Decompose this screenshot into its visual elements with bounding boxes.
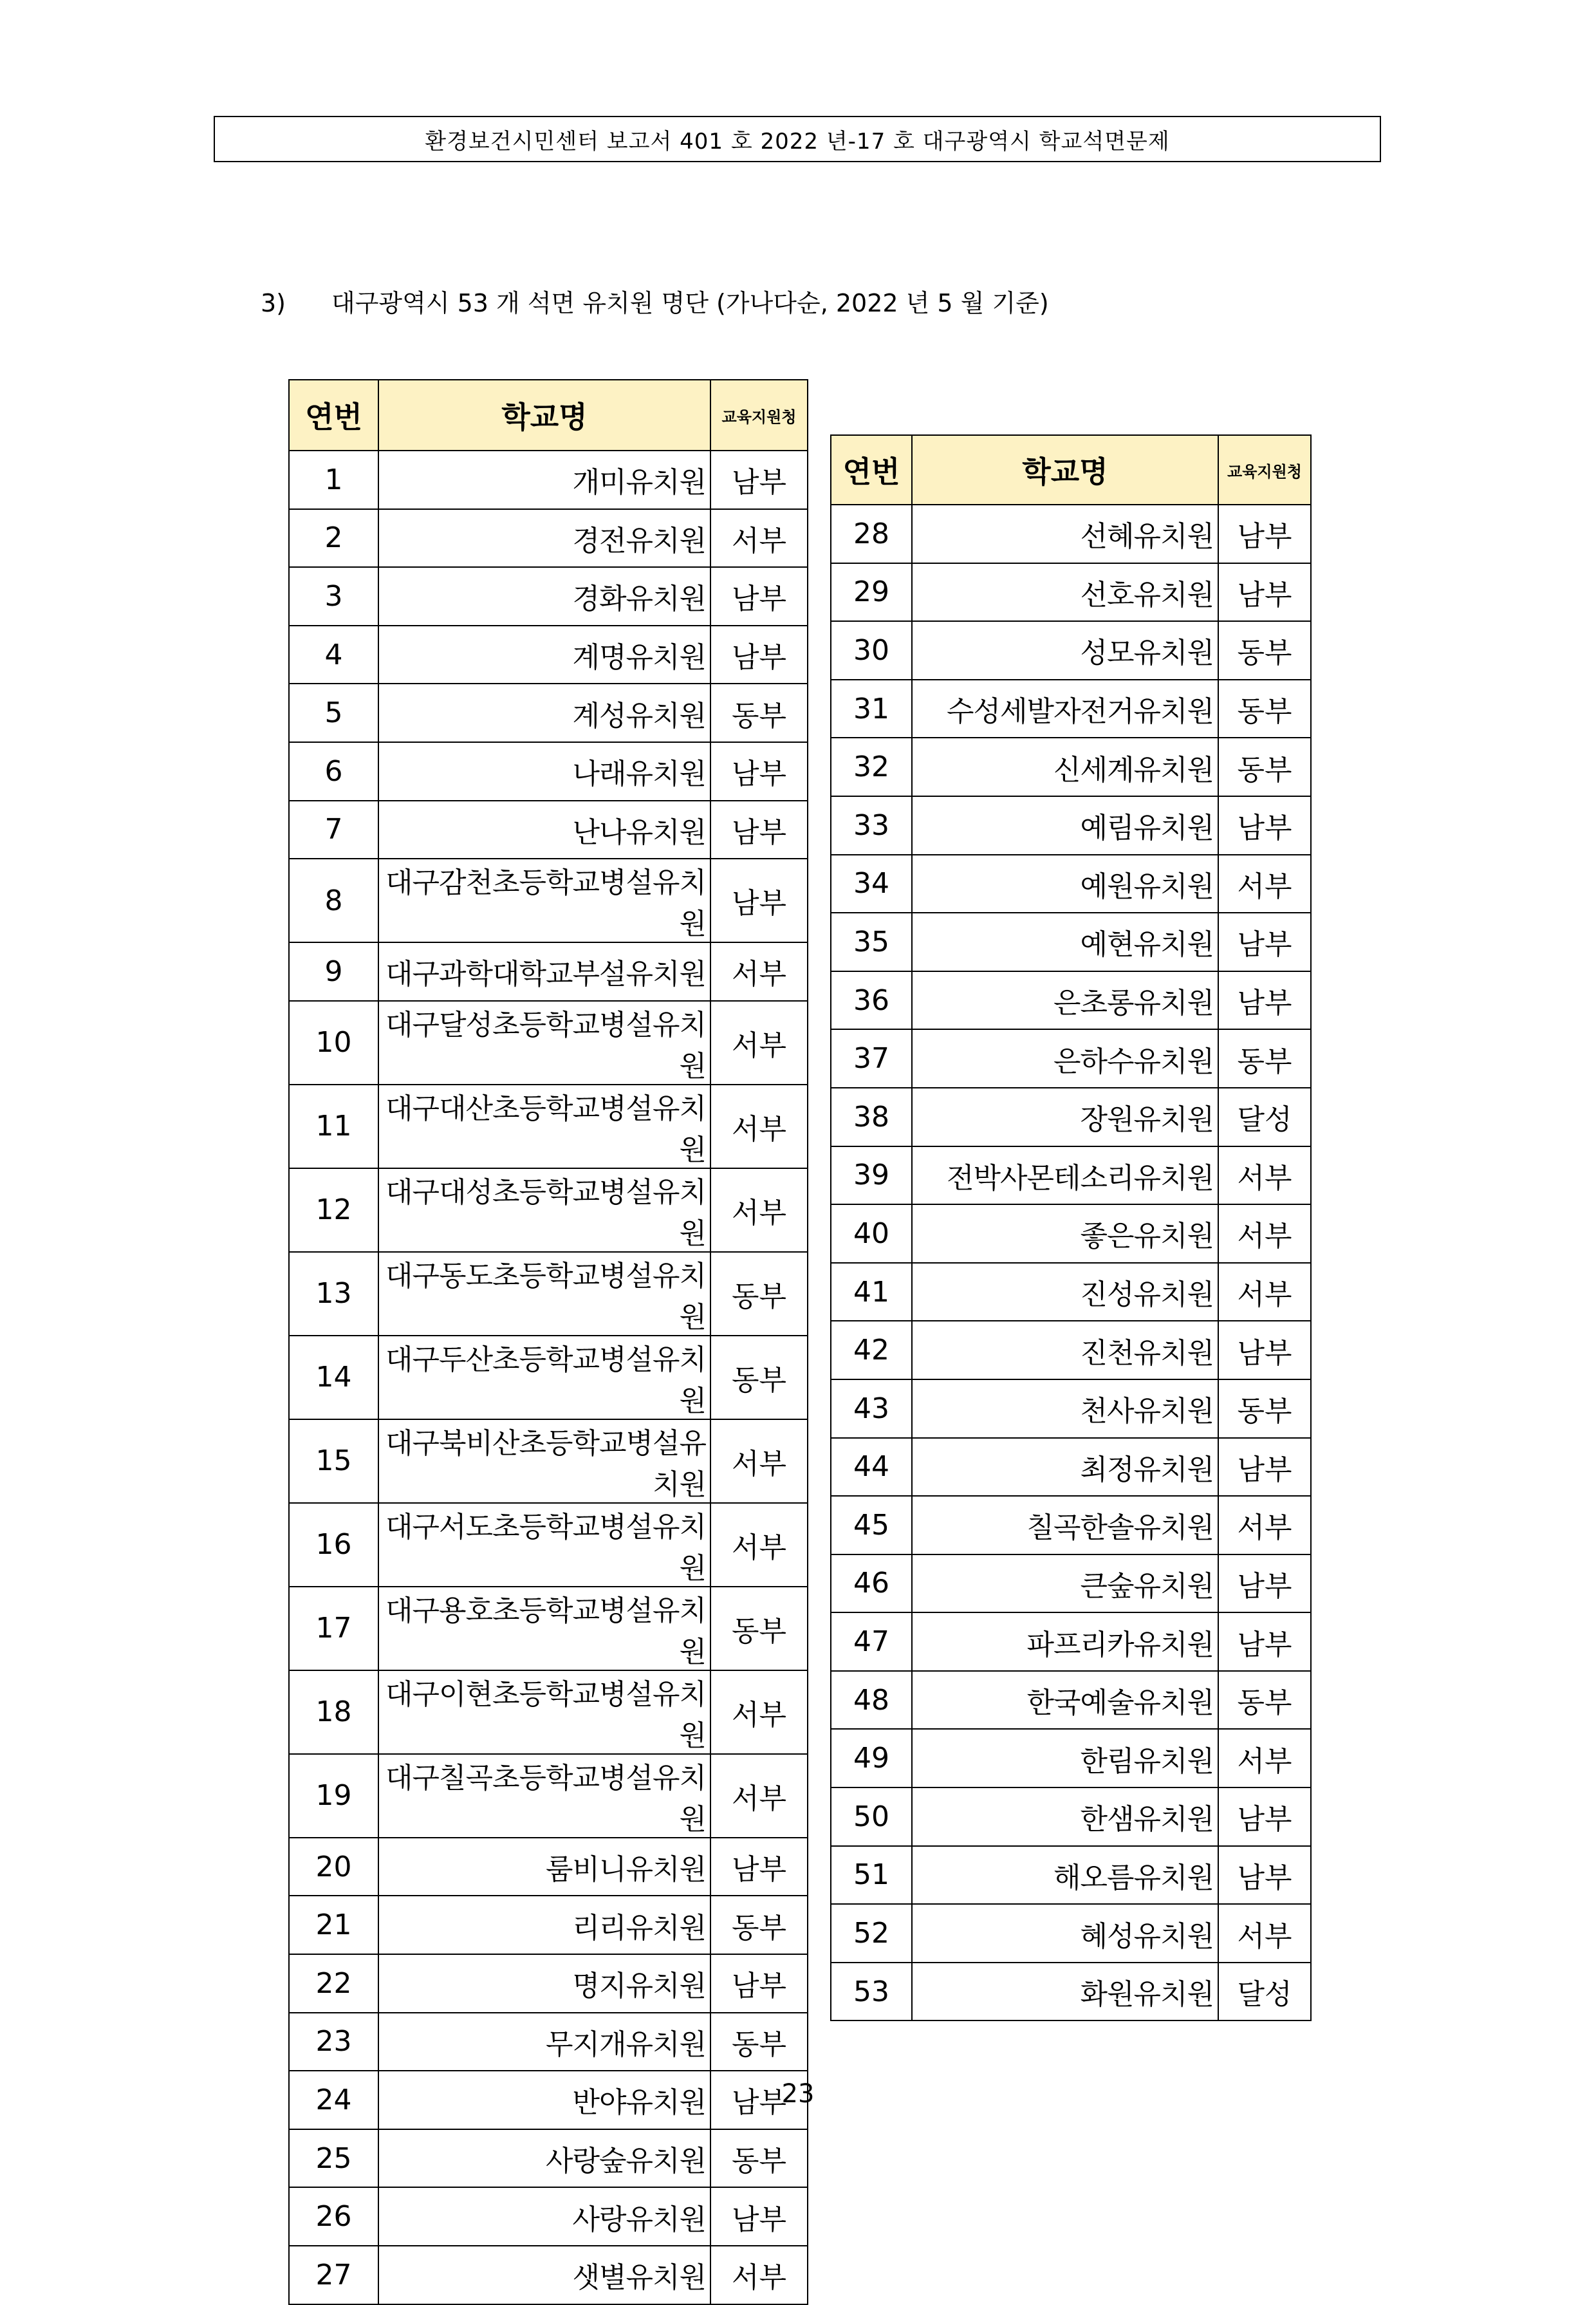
- school-name: 한국예술유치원: [912, 1671, 1218, 1730]
- district-office: 동부: [710, 1587, 808, 1670]
- school-name: 한림유치원: [912, 1729, 1218, 1787]
- district-office: 남부: [1218, 1846, 1311, 1905]
- school-name: 계성유치원: [378, 684, 710, 742]
- table-row: [831, 621, 1311, 680]
- kindergarten-table-left: [288, 379, 808, 2305]
- school-name: 대구서도초등학교병설유치원: [378, 1503, 710, 1587]
- school-name: 좋은유치원: [912, 1204, 1218, 1263]
- table-row: [831, 1263, 1311, 1321]
- school-name: 은초롱유치원: [912, 971, 1218, 1030]
- district-office: 서부: [1218, 1146, 1311, 1205]
- column-header-district: 교육지원청: [710, 380, 808, 451]
- table-body-left: [289, 451, 808, 2304]
- school-name: 전박사몬테소리유치원: [912, 1146, 1218, 1205]
- table-header-row: [289, 380, 808, 451]
- school-name: 대구동도초등학교병설유치원: [378, 1252, 710, 1336]
- table-row: [831, 796, 1311, 855]
- table-row: [289, 1954, 808, 2013]
- row-number: 44: [831, 1438, 912, 1497]
- district-office: 동부: [710, 2013, 808, 2071]
- section-caption: [261, 283, 1049, 319]
- row-number: 47: [831, 1612, 912, 1671]
- row-number: 38: [831, 1088, 912, 1146]
- caption-text: 대구광역시 53 개 석면 유치원 명단 (가나다순, 2022 년 5 월 기준): [331, 289, 1049, 317]
- table-row: [289, 509, 808, 568]
- school-name: 대구북비산초등학교병설유치원: [378, 1419, 710, 1503]
- table-row: [289, 1896, 808, 1954]
- school-name: 한샘유치원: [912, 1787, 1218, 1846]
- school-name: 신세계유치원: [912, 738, 1218, 796]
- row-number: 50: [831, 1787, 912, 1846]
- school-name: 샛별유치원: [378, 2246, 710, 2304]
- school-name: 예림유치원: [912, 796, 1218, 855]
- school-name: 성모유치원: [912, 621, 1218, 680]
- school-name: 무지개유치원: [378, 2013, 710, 2071]
- school-name: 선혜유치원: [912, 505, 1218, 563]
- district-office: 남부: [710, 2071, 808, 2129]
- row-number: 5: [289, 684, 378, 742]
- school-name: 대구칠곡초등학교병설유치원: [378, 1754, 710, 1838]
- table-header-row: [831, 435, 1311, 505]
- school-name: 대구대산초등학교병설유치원: [378, 1085, 710, 1168]
- district-office: 서부: [710, 1754, 808, 1838]
- table-row: [289, 2187, 808, 2246]
- school-name: 칠곡한솔유치원: [912, 1496, 1218, 1554]
- district-office: 서부: [1218, 1204, 1311, 1263]
- table-row: [831, 1088, 1311, 1146]
- table-row: [831, 1846, 1311, 1905]
- row-number: 37: [831, 1029, 912, 1088]
- table-row: [831, 738, 1311, 796]
- row-number: 13: [289, 1252, 378, 1336]
- district-office: 남부: [710, 451, 808, 509]
- caption-number: 3): [261, 289, 286, 317]
- table-row: [831, 1204, 1311, 1263]
- district-office: 남부: [710, 1838, 808, 1896]
- table-row: [289, 2246, 808, 2304]
- table-row: [289, 1754, 808, 1838]
- row-number: 7: [289, 801, 378, 859]
- district-office: 서부: [1218, 855, 1311, 913]
- row-number: 29: [831, 563, 912, 622]
- table-row: [289, 742, 808, 801]
- row-number: 18: [289, 1670, 378, 1754]
- district-office: 달성: [1218, 1963, 1311, 2021]
- row-number: 45: [831, 1496, 912, 1554]
- school-name: 반야유치원: [378, 2071, 710, 2129]
- row-number: 43: [831, 1379, 912, 1438]
- district-office: 서부: [710, 942, 808, 1001]
- table-row: [289, 626, 808, 684]
- school-name: 난나유치원: [378, 801, 710, 859]
- district-office: 동부: [710, 1336, 808, 1419]
- school-name: 장원유치원: [912, 1088, 1218, 1146]
- district-office: 남부: [1218, 796, 1311, 855]
- row-number: 3: [289, 567, 378, 626]
- district-office: 서부: [710, 1085, 808, 1168]
- district-office: 남부: [710, 567, 808, 626]
- school-name: 대구달성초등학교병설유치원: [378, 1001, 710, 1085]
- row-number: 12: [289, 1168, 378, 1252]
- table-row: [831, 563, 1311, 622]
- row-number: 6: [289, 742, 378, 801]
- school-name: 큰숲유치원: [912, 1554, 1218, 1613]
- district-office: 남부: [1218, 1612, 1311, 1671]
- district-office: 동부: [1218, 1379, 1311, 1438]
- table-row: [289, 2013, 808, 2071]
- row-number: 1: [289, 451, 378, 509]
- district-office: 동부: [1218, 1029, 1311, 1088]
- school-name: 대구감천초등학교병설유치원: [378, 859, 710, 942]
- table-row: [289, 1001, 808, 1085]
- school-name: 개미유치원: [378, 451, 710, 509]
- district-office: 남부: [710, 626, 808, 684]
- row-number: 36: [831, 971, 912, 1030]
- district-office: 남부: [1218, 1787, 1311, 1846]
- page-header-text: 환경보건시민센터 보고서 401 호 2022 년-17 호 대구광역시 학교석면문제: [425, 128, 1170, 154]
- row-number: 39: [831, 1146, 912, 1205]
- kindergarten-table-right: [830, 434, 1312, 2021]
- district-office: 동부: [1218, 1671, 1311, 1730]
- school-name: 대구대성초등학교병설유치원: [378, 1168, 710, 1252]
- row-number: 4: [289, 626, 378, 684]
- district-office: 동부: [710, 684, 808, 742]
- row-number: 17: [289, 1587, 378, 1670]
- district-office: 서부: [710, 1670, 808, 1754]
- district-office: 남부: [710, 1954, 808, 2013]
- row-number: 49: [831, 1729, 912, 1787]
- district-office: 달성: [1218, 1088, 1311, 1146]
- row-number: 34: [831, 855, 912, 913]
- column-header-name: 학교명: [912, 435, 1218, 505]
- table-row: [289, 1838, 808, 1896]
- row-number: 27: [289, 2246, 378, 2304]
- table-row: [289, 451, 808, 509]
- row-number: 51: [831, 1846, 912, 1905]
- district-office: 서부: [1218, 1904, 1311, 1963]
- school-name: 경전유치원: [378, 509, 710, 568]
- district-office: 남부: [710, 742, 808, 801]
- district-office: 서부: [1218, 1729, 1311, 1787]
- school-name: 해오름유치원: [912, 1846, 1218, 1905]
- row-number: 21: [289, 1896, 378, 1954]
- district-office: 남부: [1218, 1438, 1311, 1497]
- school-name: 룸비니유치원: [378, 1838, 710, 1896]
- table-row: [289, 1419, 808, 1503]
- row-number: 53: [831, 1963, 912, 2021]
- school-name: 리리유치원: [378, 1896, 710, 1954]
- table-row: [289, 1503, 808, 1587]
- school-name: 선호유치원: [912, 563, 1218, 622]
- district-office: 동부: [710, 1252, 808, 1336]
- row-number: 48: [831, 1671, 912, 1730]
- row-number: 23: [289, 2013, 378, 2071]
- school-name: 혜성유치원: [912, 1904, 1218, 1963]
- district-office: 남부: [1218, 505, 1311, 563]
- table-row: [289, 2129, 808, 2188]
- school-name: 나래유치원: [378, 742, 710, 801]
- district-office: 서부: [710, 2246, 808, 2304]
- table-row: [831, 1379, 1311, 1438]
- row-number: 46: [831, 1554, 912, 1613]
- district-office: 동부: [1218, 621, 1311, 680]
- district-office: 서부: [1218, 1496, 1311, 1554]
- table-row: [831, 1963, 1311, 2021]
- table-row: [831, 971, 1311, 1030]
- school-name: 파프리카유치원: [912, 1612, 1218, 1671]
- table-row: [289, 1252, 808, 1336]
- district-office: 남부: [1218, 563, 1311, 622]
- district-office: 동부: [710, 1896, 808, 1954]
- row-number: 31: [831, 680, 912, 738]
- school-name: 명지유치원: [378, 1954, 710, 2013]
- table-row: [289, 801, 808, 859]
- table-row: [831, 680, 1311, 738]
- table-row: [831, 855, 1311, 913]
- column-header-name: 학교명: [378, 380, 710, 451]
- district-office: 남부: [710, 801, 808, 859]
- school-name: 최정유치원: [912, 1438, 1218, 1497]
- district-office: 서부: [710, 509, 808, 568]
- page-header: [214, 116, 1381, 162]
- table-row: [289, 567, 808, 626]
- table-row: [831, 1554, 1311, 1613]
- row-number: 20: [289, 1838, 378, 1896]
- school-name: 예현유치원: [912, 913, 1218, 971]
- district-office: 남부: [1218, 913, 1311, 971]
- school-name: 대구과학대학교부설유치원: [378, 942, 710, 1001]
- row-number: 16: [289, 1503, 378, 1587]
- district-office: 서부: [710, 1001, 808, 1085]
- row-number: 40: [831, 1204, 912, 1263]
- row-number: 2: [289, 509, 378, 568]
- row-number: 32: [831, 738, 912, 796]
- district-office: 동부: [710, 2129, 808, 2188]
- district-office: 남부: [1218, 971, 1311, 1030]
- row-number: 9: [289, 942, 378, 1001]
- row-number: 15: [289, 1419, 378, 1503]
- table-row: [289, 1670, 808, 1754]
- district-office: 동부: [1218, 738, 1311, 796]
- row-number: 10: [289, 1001, 378, 1085]
- page-number: 23: [781, 2079, 815, 2109]
- school-name: 은하수유치원: [912, 1029, 1218, 1088]
- district-office: 서부: [1218, 1263, 1311, 1321]
- row-number: 33: [831, 796, 912, 855]
- table-row: [831, 913, 1311, 971]
- table-row: [831, 1029, 1311, 1088]
- row-number: 42: [831, 1321, 912, 1379]
- row-number: 24: [289, 2071, 378, 2129]
- table-row: [289, 1336, 808, 1419]
- row-number: 19: [289, 1754, 378, 1838]
- row-number: 22: [289, 1954, 378, 2013]
- table-row: [289, 684, 808, 742]
- table-row: [831, 1729, 1311, 1787]
- district-office: 남부: [1218, 1321, 1311, 1379]
- school-name: 진천유치원: [912, 1321, 1218, 1379]
- district-office: 서부: [710, 1419, 808, 1503]
- row-number: 41: [831, 1263, 912, 1321]
- table-row: [831, 1904, 1311, 1963]
- row-number: 8: [289, 859, 378, 942]
- column-header-district: 교육지원청: [1218, 435, 1311, 505]
- row-number: 52: [831, 1904, 912, 1963]
- table-row: [289, 1587, 808, 1670]
- school-name: 사랑숲유치원: [378, 2129, 710, 2188]
- district-office: 남부: [1218, 1554, 1311, 1613]
- district-office: 남부: [710, 2187, 808, 2246]
- row-number: 11: [289, 1085, 378, 1168]
- row-number: 35: [831, 913, 912, 971]
- school-name: 천사유치원: [912, 1379, 1218, 1438]
- column-header-no: 연번: [289, 380, 378, 451]
- row-number: 28: [831, 505, 912, 563]
- table-row: [289, 859, 808, 942]
- school-name: 사랑유치원: [378, 2187, 710, 2246]
- school-name: 경화유치원: [378, 567, 710, 626]
- district-office: 서부: [710, 1503, 808, 1587]
- school-name: 대구용호초등학교병설유치원: [378, 1587, 710, 1670]
- row-number: 25: [289, 2129, 378, 2188]
- district-office: 남부: [710, 859, 808, 942]
- table-row: [831, 505, 1311, 563]
- school-name: 계명유치원: [378, 626, 710, 684]
- school-name: 대구두산초등학교병설유치원: [378, 1336, 710, 1419]
- school-name: 대구이현초등학교병설유치원: [378, 1670, 710, 1754]
- school-name: 수성세발자전거유치원: [912, 680, 1218, 738]
- district-office: 동부: [1218, 680, 1311, 738]
- table-row: [831, 1438, 1311, 1497]
- table-row: [831, 1321, 1311, 1379]
- row-number: 26: [289, 2187, 378, 2246]
- table-row: [831, 1496, 1311, 1554]
- school-name: 화원유치원: [912, 1963, 1218, 2021]
- school-name: 진성유치원: [912, 1263, 1218, 1321]
- table-row: [289, 1085, 808, 1168]
- row-number: 14: [289, 1336, 378, 1419]
- table-row: [831, 1671, 1311, 1730]
- table-body-right: [831, 505, 1311, 2020]
- column-header-no: 연번: [831, 435, 912, 505]
- table-row: [289, 1168, 808, 1252]
- table-row: [831, 1612, 1311, 1671]
- row-number: 30: [831, 621, 912, 680]
- table-row: [831, 1146, 1311, 1205]
- table-row: [289, 942, 808, 1001]
- district-office: 서부: [710, 1168, 808, 1252]
- table-row: [831, 1787, 1311, 1846]
- school-name: 예원유치원: [912, 855, 1218, 913]
